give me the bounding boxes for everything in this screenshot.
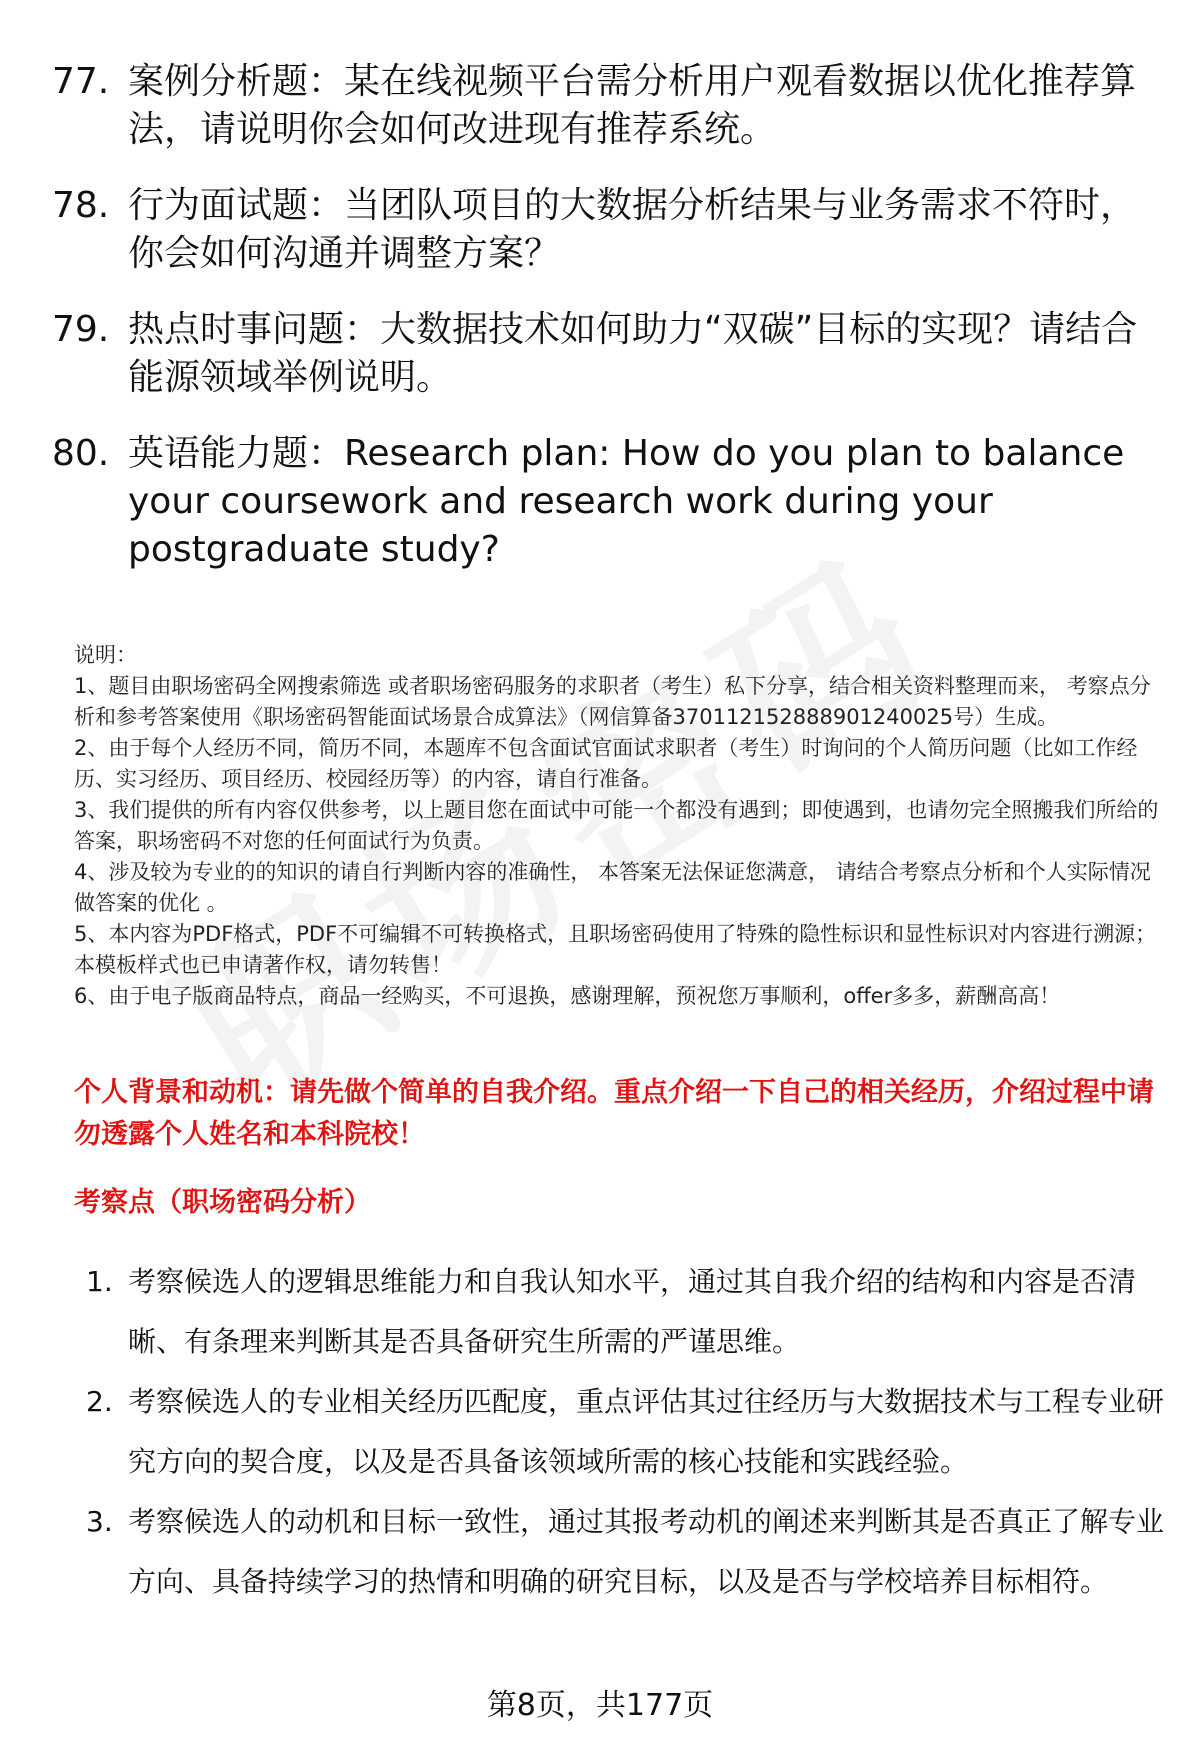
question-item: [52, 58, 1162, 154]
analysis-point: [86, 1492, 1166, 1612]
question-item: [52, 430, 1162, 574]
note-item: 4、涉及较为专业的的知识的请自行判断内容的准确性， 本答案无法保证您满意， 请结合考察点分析和个人实际情况做答案的优化 。: [74, 860, 1151, 915]
point-number: 2.: [86, 1385, 113, 1418]
question-text: 热点时事问题：大数据技术如何助力“双碳”目标的实现？请结合能源领域举例说明。: [128, 309, 1138, 398]
question-text: 案例分析题：某在线视频平台需分析用户观看数据以优化推荐算法，请说明你会如何改进现有推荐系统。: [128, 61, 1137, 150]
notes-title: 说明：: [74, 643, 137, 667]
note-item: 1、题目由职场密码全网搜索筛选 或者职场密码服务的求职者（考生）私下分享，结合相关资料整理而来， 考察点分析和参考答案使用《职场密码智能面试场景合成算法》（网信算备370112152888901240025号）生成。: [74, 674, 1151, 729]
question-list: [52, 58, 1162, 602]
note-item: 3、我们提供的所有内容仅供参考，以上题目您在面试中可能一个都没有遇到；即使遇到，也请勿完全照搬我们所给的答案，职场密码不对您的任何面试行为负责。: [74, 798, 1159, 853]
point-number: 3.: [86, 1505, 113, 1538]
analysis-points: [86, 1252, 1166, 1612]
analysis-heading: 考察点（职场密码分析）: [74, 1187, 371, 1218]
question-number: 80.: [52, 433, 110, 474]
question-text: 英语能力题：Research plan: How do you plan to balance your coursework and research work during your postgraduate study?: [128, 433, 1125, 570]
section-heading: 个人背景和动机：请先做个简单的自我介绍。重点介绍一下自己的相关经历，介绍过程中请勿透露个人姓名和本科院校！: [74, 1077, 1154, 1150]
point-text: 考察候选人的逻辑思维能力和自我认知水平，通过其自我介绍的结构和内容是否清晰、有条理来判断其是否具备研究生所需的严谨思维。: [128, 1265, 1137, 1358]
question-number: 77.: [52, 61, 110, 102]
question-text: 行为面试题：当团队项目的大数据分析结果与业务需求不符时，你会如何沟通并调整方案？: [128, 185, 1137, 274]
note-item: 2、由于每个人经历不同，简历不同，本题库不包含面试官面试求职者（考生）时询问的个人简历问题（比如工作经历、实习经历、项目经历、校园经历等）的内容，请自行准备。: [74, 736, 1138, 791]
point-number: 1.: [86, 1265, 113, 1298]
note-item: 6、由于电子版商品特点，商品一经购买，不可退换，感谢理解，预祝您万事顺利，offer多多，薪酬高高！: [74, 984, 1061, 1008]
point-text: 考察候选人的专业相关经历匹配度，重点评估其过往经历与大数据技术与工程专业研究方向的契合度，以及是否具备该领域所需的核心技能和实践经验。: [128, 1385, 1165, 1478]
note-item: 5、本内容为PDF格式，PDF不可编辑不可转换格式，且职场密码使用了特殊的隐性标识和显性标识对内容进行溯源；本模板样式也已申请著作权，请勿转售！: [74, 922, 1157, 977]
question-number: 78.: [52, 185, 110, 226]
analysis-point: [86, 1252, 1166, 1372]
question-item: [52, 182, 1162, 278]
question-item: [52, 306, 1162, 402]
page-footer: 第8页，共177页: [486, 1688, 714, 1723]
point-text: 考察候选人的动机和目标一致性，通过其报考动机的阐述来判断其是否真正了解专业方向、具备持续学习的热情和明确的研究目标，以及是否与学校培养目标相符。: [128, 1505, 1165, 1598]
analysis-point: [86, 1372, 1166, 1492]
question-number: 79.: [52, 309, 110, 350]
notes-section: [74, 640, 1164, 1012]
